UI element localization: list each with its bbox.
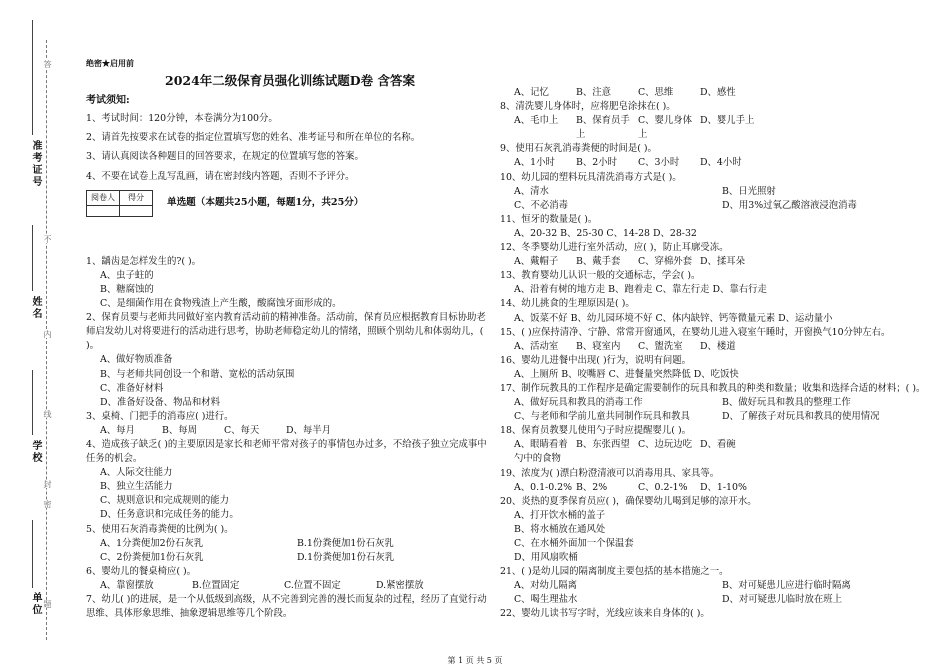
seal-marker: 题 [43,600,52,608]
seal-marker: 密 [43,500,52,508]
question-text: 19、浓度为( )漂白粉澄清液可以消毒用具、家具等。 [500,467,720,479]
answer-option-row [500,340,930,354]
school-line [32,370,33,435]
answer-option: C、准备好材料 [100,382,164,394]
answer-option: A、饭菜不好 B、幼儿园环境不好 C、体内缺锌、钙等微量元素 D、运动量小 [514,312,833,324]
answer-option: C、3小时 [638,157,680,169]
score-blank[interactable] [120,205,153,216]
answer-option-row [500,156,930,170]
answer-option: D、用3%过氧乙酸溶液浸泡消毒 [722,199,857,211]
answer-option: B、注意 [576,87,612,98]
answer-option-row [500,579,930,593]
answer-option-row [500,114,930,142]
answer-option: A、人际交往能力 [100,467,173,479]
answer-option: B.位置固定 [192,579,240,591]
exam-number-line [32,20,33,135]
question-text: 4、造成孩子缺乏( )的主要原因是家长和老师平常对孩子的事情包办过多，不给孩子独立完成事中任务的机会。 [86,438,487,465]
answer-option: B、做好玩具和教具的整理工作 [722,397,851,409]
left-column [86,56,494,621]
answer-option: B、2% [576,481,608,493]
answer-option: D、了解孩子对玩具和教具的使用情况 [722,411,880,423]
answer-option: D、看碗 [700,439,736,451]
question-text: 15、( )应保持清净、宁静、常常开窗通风，在婴幼儿进入寝室午睡时，开窗换气10分钟左右。 [500,326,891,338]
unit-line [32,520,33,588]
answer-option-row [500,185,930,199]
score-row [86,190,494,217]
answer-option: C、不必消毒 [514,199,569,211]
answer-option: C、规则意识和完成规则的能力 [100,495,230,507]
answer-option: B、戴手套 [576,256,621,268]
answer-option: A、0.1-0.2% [514,481,573,493]
notice-item: 2、请首先按要求在试卷的指定位置填写您的姓名、准考证号和所在单位的名称。 [86,132,421,144]
question-text: 13、教育婴幼儿认识一般的交通标志，学会( )。 [500,270,701,282]
answer-option: B、每周 [162,424,198,436]
question-text: 20、炎热的夏季保育员应( )，确保婴幼儿喝到足够的凉开水。 [500,495,757,507]
answer-option: D、婴儿手上 [700,115,755,127]
seal-dash-line [46,40,47,640]
question-text: 9、使用石灰乳消毒粪便的时间是( )。 [500,143,657,155]
answer-option: A、1小时 [514,157,555,169]
question-text: 10、幼儿园的塑料玩具清洗消毒方式是( )。 [500,171,682,183]
answer-option: C、2份粪便加1份石灰乳 [100,551,204,563]
answer-option-row [500,86,930,100]
answer-option: A、毛巾上 [514,115,559,127]
answer-option-row [86,537,494,551]
question-text: 18、保育员教婴儿使用勺子时应提醒婴儿( )。 [500,425,691,437]
question-text: 11、恒牙的数量是( )。 [500,213,598,225]
answer-option-row [86,424,494,438]
question-text: 16、婴幼儿进餐中出现( )行为，说明有问题。 [500,354,691,366]
exam-number-label: 准考证号 [30,140,41,188]
answer-option: A、活动室 [514,340,559,352]
answer-option: A、沿着有树的地方走 B、跑着走 C、靠左行走 D、靠右行走 [514,284,767,296]
answer-option-row [500,481,930,495]
answer-option: A、眼睛看着勺中的食物 [514,439,568,465]
question-text: 22、婴幼儿读书写字时，光线应该来自身体的( )。 [500,608,710,620]
question-text: 21、( )是幼儿园的隔离制度主要包括的基本措施之一。 [500,566,729,578]
question-text: 6、婴幼儿的餐桌椅应( )。 [86,565,197,577]
answer-option: C、边玩边吃 [638,439,693,451]
seal-marker: 不 [43,235,52,243]
answer-option: C.位置不固定 [284,579,341,591]
question-text: 12、冬季婴幼儿进行室外活动，应( )，防止耳廓受冻。 [500,242,729,254]
score-cell: 得分 [120,190,153,205]
answer-option: C、在水桶外面加一个保温套 [514,538,634,549]
answer-option-row [500,438,930,466]
answer-option: C、0.2-1% [638,481,688,493]
notice-item: 4、不要在试卷上乱写乱画，请在密封线内答题，否则不予评分。 [86,170,355,182]
school-label: 学校 [30,440,41,464]
answer-option: A、20-32 B、25-30 C、14-28 D、28-32 [514,227,697,239]
answer-option: A、1分粪便加2份石灰乳 [100,537,204,549]
answer-option-row [500,396,930,410]
answer-option: C、喝生理盐水 [514,594,578,606]
answer-option: B.1份粪便加1份石灰乳 [297,537,394,549]
answer-option: D、每半月 [286,424,332,436]
notice-heading: 考试须知: [86,95,130,107]
answer-option: B、寝室内 [576,340,621,352]
page-title: 2024年二级保育员强化训练试题D卷 含答案 [165,73,415,89]
secret-mark: 绝密★启用前 [86,58,134,68]
notice-item: 3、请认真阅读各种题目的回答要求，在规定的位置填写您的答案。 [86,151,364,163]
seal-marker: 内 [43,330,52,338]
right-column [500,86,930,622]
answer-option: A、靠窗摆放 [100,579,154,591]
seal-marker: 线 [43,410,52,418]
question-text: 7、幼儿( )的进展，是一个从低级到高级，从不完善到完善的漫长而复杂的过程，经历了直觉行动思维、具体形象思维、抽象逻辑思维等几个阶段。 [86,594,487,620]
answer-option: B、与老师共同创设一个和谐、宽松的活动氛围 [100,368,295,380]
question-text: 2、保育员要与老师共同做好室内教育活动前的精神准备。活动前，保育员应根据教育目标协助老师启发幼儿对将要进行的活动进行思考，协助老师稳定幼儿的情绪，照顾个别幼儿和体弱幼儿，( )。 [86,312,486,352]
answer-option: C、每天 [224,424,260,436]
section-title: 单选题（本题共25小题，每题1分，共25分） [167,197,364,209]
question-text: 8、清洗婴儿身体时，应将肥皂涂抹在( )。 [500,101,676,113]
question-text: 5、使用石灰消毒粪便的比例为( )。 [86,523,234,535]
answer-option: A、对幼儿隔离 [514,580,578,592]
answer-option: D、用风扇吹桶 [514,552,578,564]
answer-option: C、婴儿身体上 [638,115,693,141]
right-question-list [500,86,930,622]
answer-option: B、东张西望 [576,439,630,451]
answer-option: D、准备好设备、物品和材料 [100,396,221,408]
answer-option: B、将水桶放在通风处 [514,523,606,535]
answer-option: D、楼道 [700,340,736,352]
answer-option: B、糖腐蚀的 [100,283,154,295]
answer-option: A、虫子蛀的 [100,269,154,281]
answer-option: D、对可疑患儿临时放在班上 [722,594,843,606]
answer-option: B、日光照射 [722,185,776,197]
answer-option: D、任务意识和完成任务的能力。 [100,509,239,521]
answer-option: B、对可疑患儿应进行临时隔离 [722,580,851,592]
answer-option: D、揉耳朵 [700,256,746,268]
answer-option: D.1份粪便加1份石灰乳 [297,551,395,563]
left-question-list [86,255,494,621]
name-label: 姓名 [30,296,41,320]
binding-margin [0,0,72,671]
answer-option: C、是细菌作用在食物残渣上产生酸，酸腐蚀牙面形成的。 [100,298,342,310]
answer-option: C、穿棉外套 [638,256,693,268]
answer-option: D、感性 [700,87,736,98]
question-text: 14、幼儿挑食的生理原因是( )。 [500,298,635,310]
question-text: 3、桌椅、门把手的消毒应( )进行。 [86,410,234,422]
answer-option-row [500,199,930,213]
grader-cell: 阅卷人 [87,190,120,205]
answer-option: A、做好玩具和教具的消毒工作 [514,397,643,409]
answer-option: A、打开饮水桶的盖子 [514,509,606,521]
answer-option: A、做好物质准备 [100,354,173,366]
page-footer: 第 1 页 共 5 页 [447,656,503,665]
question-text: 1、龋齿是怎样发生的?( )。 [86,255,202,267]
answer-option-row [86,579,494,593]
seal-marker: 答 [43,60,52,68]
answer-option: D.紧密摆放 [376,579,424,591]
answer-option: A、上厕所 B、咬嘴唇 C、进餐量突然降低 D、吃饭快 [514,368,739,380]
answer-option: B、独立生活能力 [100,481,173,493]
answer-option: D、1-10% [700,481,747,493]
answer-option: A、清水 [514,185,549,197]
answer-option: D、4小时 [700,157,742,169]
answer-option: A、每月 [100,424,135,436]
answer-option: A、戴帽子 [514,256,559,268]
score-table [86,190,153,217]
answer-option-row [500,410,930,424]
answer-option-row [500,593,930,607]
answer-option: C、思维 [638,87,674,98]
grader-blank[interactable] [87,205,120,216]
answer-option: B、保育员手上 [576,115,630,141]
question-text: 17、制作玩教具的工作程序是确定需要制作的玩具和教具的种类和数量；收集和选择合适的材料；( )。 [500,382,926,394]
answer-option: C、与老师和学前儿童共同制作玩具和教具 [514,411,690,423]
answer-option: C、盥洗室 [638,340,683,352]
name-line [32,225,33,291]
answer-option-row [86,551,494,565]
answer-option: A、记忆 [514,87,549,98]
seal-marker: 封 [43,480,52,488]
answer-option: B、2小时 [576,157,617,169]
unit-label: 单位 [30,592,41,616]
answer-option-row [500,255,930,269]
notice-item: 1、考试时间：120分钟，本卷满分为100分。 [86,113,278,125]
